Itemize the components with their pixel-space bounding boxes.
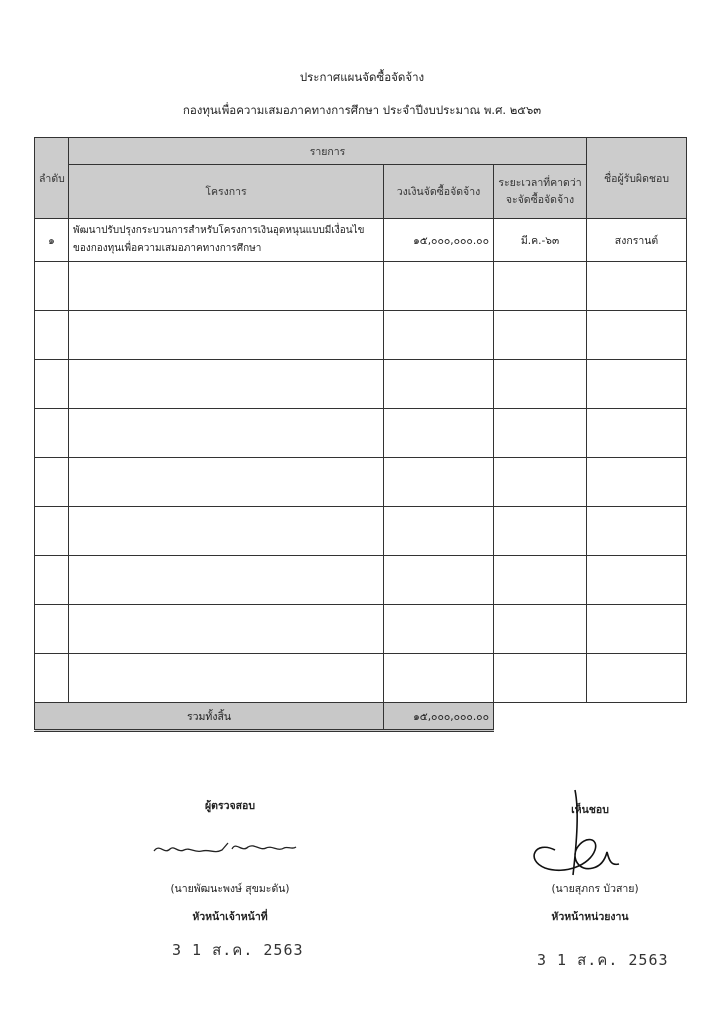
row-responsible: สงกรานต์ (587, 219, 687, 262)
reviewer-date: 3 1 ส.ค. 2563 (172, 941, 304, 959)
reviewer-position: หัวหน้าเจ้าหน้าที่ (192, 911, 268, 923)
row-budget: ๑๕,๐๐๐,๐๐๐.๐๐ (384, 219, 494, 262)
col-seq-header: ลำดับ (35, 138, 69, 219)
empty-row (35, 311, 687, 360)
total-value: ๑๕,๐๐๐,๐๐๐.๐๐ (384, 703, 494, 731)
approver-label: เห็นชอบ (571, 804, 609, 816)
table-header-row (35, 138, 687, 165)
empty-row (35, 556, 687, 605)
col-period-header: ระยะเวลาที่คาดว่าจะจัดซื้อจัดจ้าง (494, 165, 587, 219)
col-responsible-header: ชื่อผู้รับผิดชอบ (587, 138, 687, 219)
approver-name: (นายสุภกร บัวสาย) (551, 883, 639, 895)
document-subtitle: กองทุนเพื่อความเสมอภาคทางการศึกษา ประจำปีงบประมาณ พ.ศ. ๒๕๖๓ (182, 103, 542, 117)
empty-row (35, 262, 687, 311)
approver-signature (515, 780, 635, 895)
empty-row (35, 360, 687, 409)
reviewer-signature (150, 833, 300, 865)
total-label: รวมทั้งสิ้น (35, 703, 384, 731)
row-seq: ๑ (35, 219, 69, 262)
row-project: พัฒนาปรับปรุงกระบวนการสำหรับโครงการเงินอุดหนุนแบบมีเงื่อนไขของกองทุนเพื่อความเสมอภาคทางการศึกษา (69, 219, 384, 262)
document-title: ประกาศแผนจัดซื้อจัดจ้าง (299, 70, 425, 84)
total-row (35, 703, 687, 731)
row-period: มี.ค.-๖๓ (494, 219, 587, 262)
reviewer-label: ผู้ตรวจสอบ (204, 800, 256, 812)
empty-row (35, 605, 687, 654)
approver-position: หัวหน้าหน่วยงาน (551, 911, 629, 923)
table-row (35, 219, 687, 262)
approver-date: 3 1 ส.ค. 2563 (537, 951, 669, 969)
empty-row (35, 654, 687, 703)
empty-row (35, 507, 687, 556)
empty-row (35, 458, 687, 507)
reviewer-name: (นายพัฒนะพงษ์ สุขมะดัน) (170, 883, 290, 895)
col-project-header: โครงการ (69, 165, 384, 219)
col-items-header: รายการ (69, 138, 587, 165)
empty-row (35, 409, 687, 458)
col-budget-header: วงเงินจัดซื้อจัดจ้าง (384, 165, 494, 219)
procurement-plan-table (34, 137, 687, 732)
